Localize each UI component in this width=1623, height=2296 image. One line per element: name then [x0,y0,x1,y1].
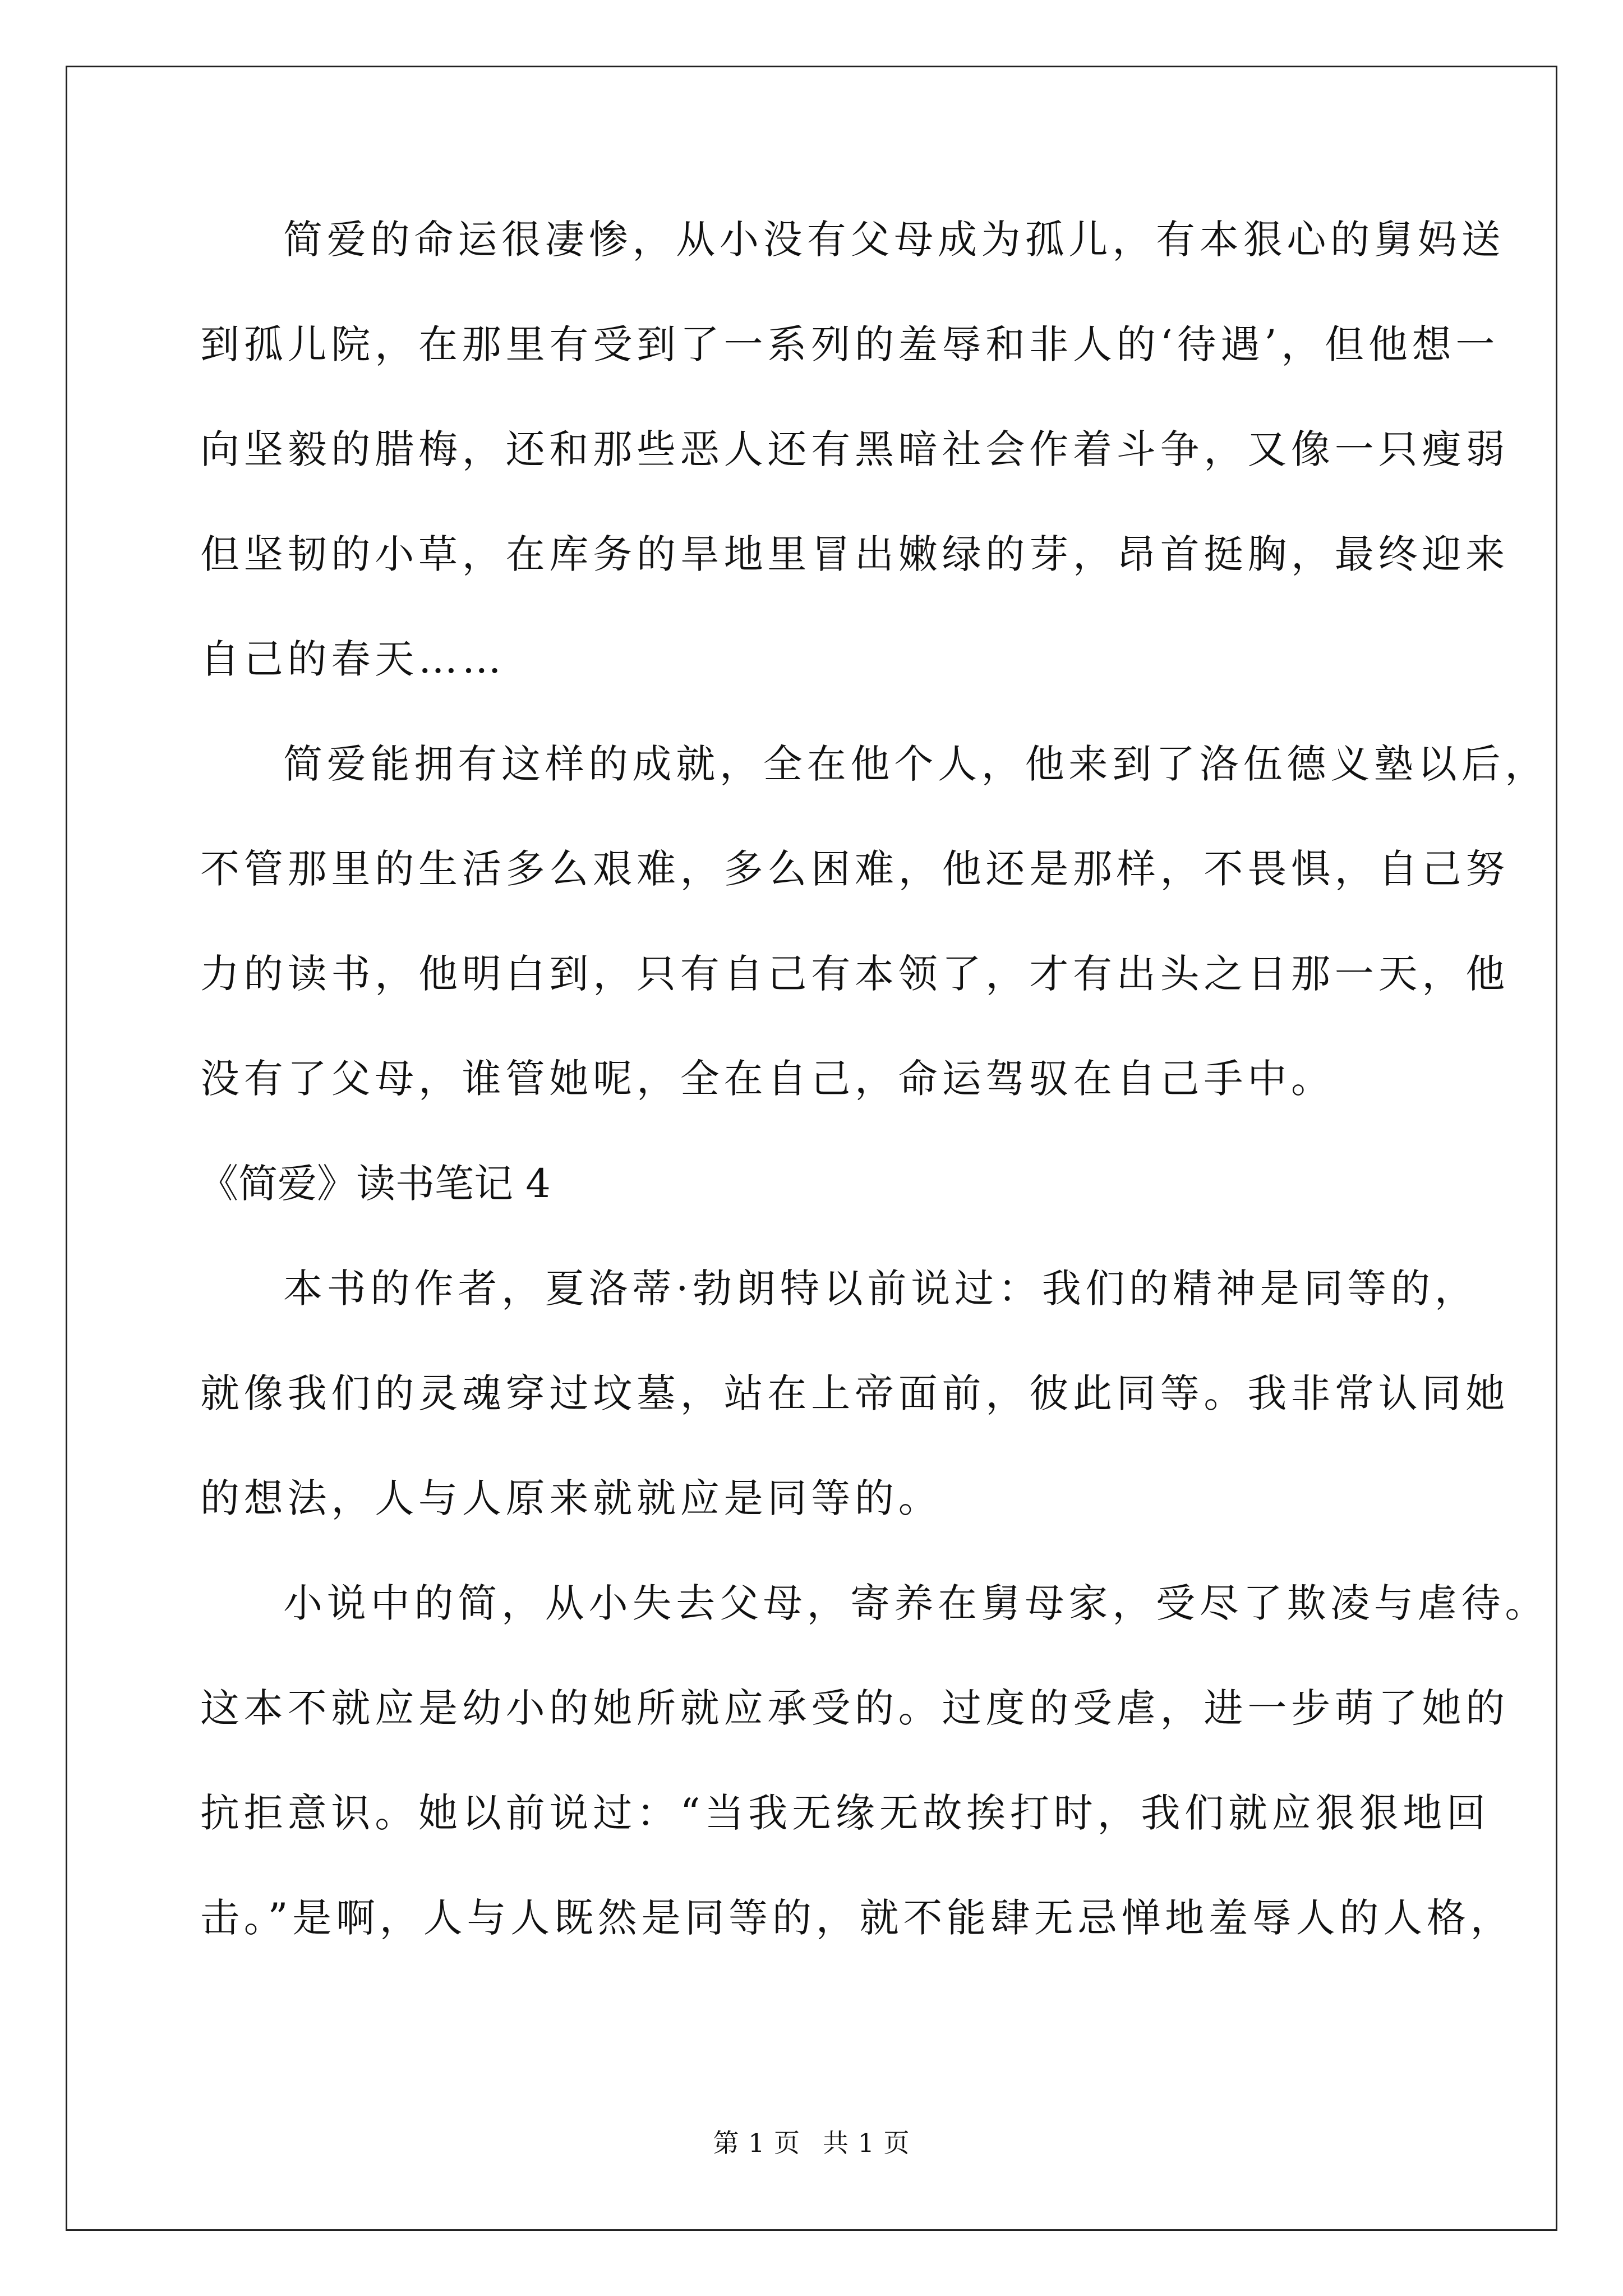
paragraph-2 [200,741,1549,1102]
text-line: 抗拒意识。她以前说过：“当我无缘无故挨打时，我们就应狠狠地回 [200,1790,1490,1836]
page-total: 共 1 页 [823,2128,910,2158]
paragraph-1 [200,217,1509,682]
document-body [199,217,1549,2003]
text-line: 小说中的简，从小失去父母，寄养在舅母家，受尽了欺凌与虐待。 [283,1580,1549,1626]
section-heading: 《简爱》读书笔记 4 [199,1161,551,1207]
text-line: 简爱能拥有这样的成就，全在他个人，他来到了洛伍德义塾以后， [283,741,1549,787]
page-number: 第 1 页 [713,2128,800,2158]
text-line: 没有了父母，谁管她呢，全在自己，命运驾驭在自己手中。 [200,1056,1335,1102]
text-line: 本书的作者，夏洛蒂·勃朗特以前说过：我们的精神是同等的， [283,1266,1478,1312]
text-line: 但坚韧的小草，在库务的旱地里冒出嫩绿的芽，昂首挺胸，最终迎来 [200,531,1509,577]
text-line: 击。”是啊，人与人既然是同等的，就不能肆无忌惮地羞辱人的人格， [200,1895,1514,1941]
text-line: 不管那里的生活多么艰难，多么困难，他还是那样，不畏惧，自己努 [200,846,1509,892]
page-footer [0,2130,1623,2156]
text-line: 自己的春天…… [200,636,506,682]
paragraph-3 [200,1266,1509,1521]
text-line: 就像我们的灵魂穿过坟墓，站在上帝面前，彼此同等。我非常认同她 [200,1370,1509,1416]
text-line: 向坚毅的腊梅，还和那些恶人还有黑暗社会作着斗争，又像一只瘦弱 [200,426,1509,472]
text-line: 简爱的命运很凄惨，从小没有父母成为孤儿，有本狠心的舅妈送 [283,217,1505,263]
text-line: 力的读书，他明白到，只有自己有本领了，才有出头之日那一天，他 [200,951,1509,997]
paragraph-4 [200,1580,1549,1941]
text-line: 到孤儿院，在那里有受到了一系列的羞辱和非人的‘待遇’，但他想一 [200,321,1500,367]
text-line: 的想法，人与人原来就就应是同等的。 [200,1475,942,1521]
text-line: 这本不就应是幼小的她所就应承受的。过度的受虐，进一步萌了她的 [200,1685,1509,1731]
